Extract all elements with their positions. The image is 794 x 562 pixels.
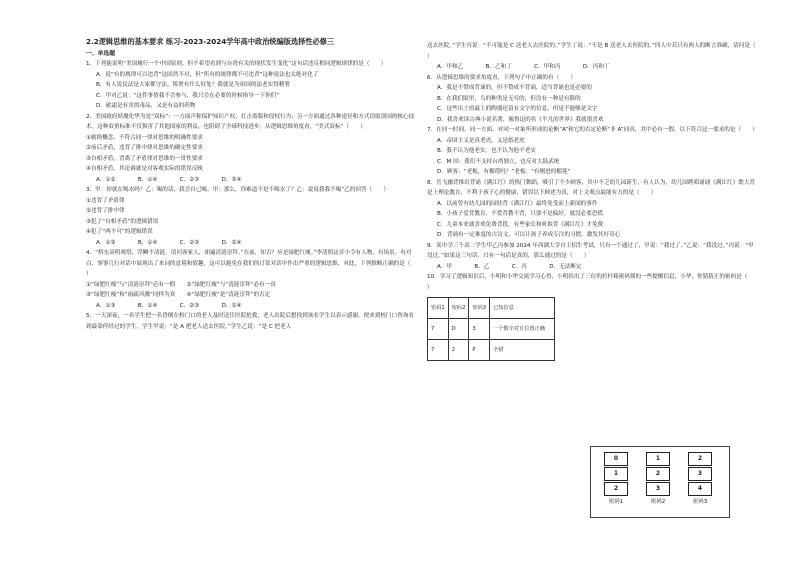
q10-stem: 10．学习了逻辑知识后，小明和小华交流学习心得，小明给出了三位的拉杆箱密码锁的一些提醒信息，小华，你猜猜正的密码是（ ）: [427, 274, 759, 291]
table-cell: 一个数字对且位置正确: [490, 319, 555, 340]
doc-title: 2.2逻辑思维的基本要求 练习-2023-2024学年高中政治统编版选择性必修三: [86, 37, 335, 46]
q1-option-a: A．说“有的规律可以违背”这固然不对，但“所有的规律都不可违背”这种说法也太绝对化了: [96, 71, 319, 78]
q2-item-4: ④自相矛盾，其论调就是对客观实际的错误反映: [86, 166, 203, 172]
right-column: [427, 41, 767, 361]
q1-option-c: C．甲对乙说：“这件事情我不会参与，我只会在必要的时候指导一下你们”: [96, 92, 280, 99]
q2-item-3: ③自相矛盾，背离了矛盾律对思维的一贯性要求: [86, 155, 203, 162]
q7-option-c: C．M 国：我们不支持台湾独立，也反对大陆武统: [437, 158, 560, 165]
q5-stem-cont: 送去医院。”学生丙说：“不可能是 C 送老人去医院的。”学生丁说：“不是 B 送老人去医院的。”四人中若只有两人的断言准确，请问是（ ）: [427, 43, 767, 60]
table-row: [428, 319, 555, 340]
q3-item-2: ②违背了排中律: [86, 208, 125, 214]
q3-options: A．①③ B．①④ C．②③ D．②④: [96, 239, 242, 246]
q5-stem: 5．一天深夜，一名学生把一名昏倒在校门口的老人及时送往医院抢救，老人出院后想找到该名学生以表示感谢，便来到校门口咨询看到最靠停经过的学生，学生甲说：“是 A 把老人送去医院。”学生乙说：“是 C 把老人: [86, 313, 414, 330]
q7-option-b: B．我不认为他老实，也不认为他不老实: [437, 148, 536, 154]
lock-label: 密码2: [650, 499, 666, 505]
left-column: [86, 36, 422, 332]
section-heading: 一、单选题: [86, 51, 115, 57]
q4-items-12: ①“绿肥红瘦”与“清涟崇拜”必有一假 ②“绿肥红瘦”与“清涟崇拜”必有一真: [86, 281, 276, 288]
q8-option-c: C．儿童本来就喜欢免费背段，有些家长和听拟背《满江红》才免费: [437, 221, 604, 228]
q3-item-3: ③犯了“自相矛盾”的逻辑错误: [86, 218, 159, 225]
table-header-cell: 密码2: [448, 298, 469, 319]
table-header-cell: 已知信息: [490, 298, 555, 319]
table-cell: 7: [428, 319, 449, 340]
table-row: [428, 340, 555, 361]
lock-3: [688, 452, 712, 505]
table-header-row: [428, 298, 555, 319]
lock-1: [604, 452, 628, 505]
q7-option-a: A．帝国主义是真老虎，又是纸老虎: [437, 137, 525, 144]
q8-stem: 8．岳飞幽背推出背诵《满江红》的热门舞蹈，吸引了不少顾客，其中不乏幼儿园新生，有人认为，幼儿园聘唱诵诵《满江红》歌大背是上理论教育，不利于孩子心的健康，错误以下顾述为真，对上文观点最能有力的是（ ）: [427, 179, 755, 196]
q5-options: A．甲和乙 B．乙和丁 C．甲和丙 D．丙和丁: [437, 64, 610, 70]
q8-option-b: B．小孩子爱背教育，不爱背教不背，只要不是偏好，就没必要恐慌: [437, 211, 604, 217]
q6-stem: 6．从逻辑思维的要求角度看，下列句子中正确的有（ ）: [427, 74, 576, 81]
q4-stem: 4．“桥东高明观塔，浮鳞不清涟。请问客家人，却遍清涟崇拜。”在前，知否？应是绿肥红瘦。”李清照这首小令有人物、有场景、有对白，寥寥几行对话中展现出了来词的意境和情趣，这可以避免在我们的日常对话中作出严重的逻辑思维，对此，下列推断正确的是（ ）: [86, 250, 422, 277]
q1-option-d: D．砒霜是有害的毒品，又是有益的药物: [96, 103, 196, 109]
lock-digit: 2: [688, 452, 712, 466]
q8-option-d: D．背诵有一定难度的古诗文，可以让孩子养成专注的习惯，激发其好奇心: [437, 232, 621, 238]
q7-option-d: D．顾客：“老板，有榴莲吗？”老板：“有刚进的榴莲”: [437, 169, 571, 175]
q2-item-2: ②前后矛盾，违背了排中律对思维的确定性要求: [86, 145, 203, 151]
lock-figure: [598, 452, 728, 512]
q7-stem: 7．在同一时间，同一方面、对同一对象所形成的论断“A”和它的否定论断“非 A”同真，其中必有一假。以下符合这一要求的是（ ）: [427, 127, 758, 133]
q6-option-c: C．这些出土的最上的陶器还留有文字的信息，但是不能够是文字: [437, 106, 598, 112]
q1-stem: 1．下列能说明“美国履行一个中国原则，但不希望看到与台湾有关的现状发生变化”这句话违反相同逻辑规律的是（ ）: [86, 61, 387, 67]
q2-options: A．①② B．①④ C．②③ D．③④: [96, 176, 242, 183]
q6-option-b: B．在我们眼里，鸟的种类是无穷的，但没有一种是有限的: [437, 95, 581, 102]
q9-options: A．甲 B．乙 C．丙 D．无法断定: [437, 263, 582, 270]
table-cell: 3: [469, 319, 490, 340]
table-cell: 7: [428, 340, 449, 361]
lock-digit: 3: [688, 467, 712, 481]
lock-label: 密码3: [692, 499, 708, 505]
q8-option-a: A．以前曾有幼儿园的园娃背《满江红》最终免受而上新闻的事件: [437, 200, 598, 207]
q4-options: A．①③ B．①④ C．②③ D．②④: [96, 302, 242, 309]
table-header-cell: 密码3: [469, 298, 490, 319]
q3-stem: 3．甲：你就在喝水吗？乙：喝的话，我会自已喝。甲：那么，你难道不是不喝水了？乙：说说我我不喝”乙的回答（ ）: [86, 187, 389, 193]
q9-stem: 9．某中学三个高二学生甲乙丙参加 2024 年西湖大学自主招生考试，只有一个通过了，甲说：“我过了。”乙说：“我没过。”丙说：“甲没过。”如果这三句话，只有一句话是真的，那么通过的是（ ）: [427, 242, 754, 259]
lock-digit: 1: [604, 467, 628, 481]
table-cell: P: [469, 340, 490, 361]
lock-digit: 4: [688, 482, 712, 496]
table-cell: 2: [448, 340, 469, 361]
q3-item-4: ④犯了“两不可”的逻辑错误: [86, 229, 153, 235]
q3-item-1: ①违背了矛盾律: [86, 197, 125, 204]
lock-2: [646, 452, 670, 505]
table-header-cell: 密码1: [428, 298, 449, 319]
q1-option-b: B．有人说民法是大家都守法，矫奢有什么好处？我就是为祖国的法老实得精奢: [96, 82, 291, 88]
lock-digit: 2: [604, 482, 628, 496]
password-table: [427, 297, 555, 361]
lock-digit: 2: [646, 467, 670, 481]
q6-option-d: D．我喜欢读古典小说名著，像鲁迅的名《平凡的世界》我就很喜欢: [437, 116, 604, 123]
lock-digit: 3: [646, 482, 670, 496]
q6-option-a: A．我是不赞成背诵的，但不赞成不背诵，适当背诵也是必要的: [437, 85, 592, 91]
q4-items-34: ③“绿肥红瘦”和“雨疏风骤”同样为真 ④“绿肥红瘦”是“清涟崇拜”的否定: [86, 292, 271, 298]
table-cell: D: [448, 319, 469, 340]
q2-item-1: ①偷换概念，不符合同一律对思维的明确性要求: [86, 134, 203, 141]
table-cell: 全错: [490, 340, 555, 361]
lock-digit: 1: [646, 452, 670, 466]
lock-label: 密码1: [608, 499, 624, 505]
q2-stem: 2．美国政府妖魔化华为是“双标”：一方面声称保护知识产权，打击盗版和侵权行为；另一方面通过各种途径和方式窃取别国的核心技术。这种双重标准不仅损害了其他国家的利益，也阻碍了全球科技进步。从逻辑思维角度看，“美式双标”（ ）: [86, 113, 415, 130]
lock-digit: 0: [604, 452, 628, 466]
